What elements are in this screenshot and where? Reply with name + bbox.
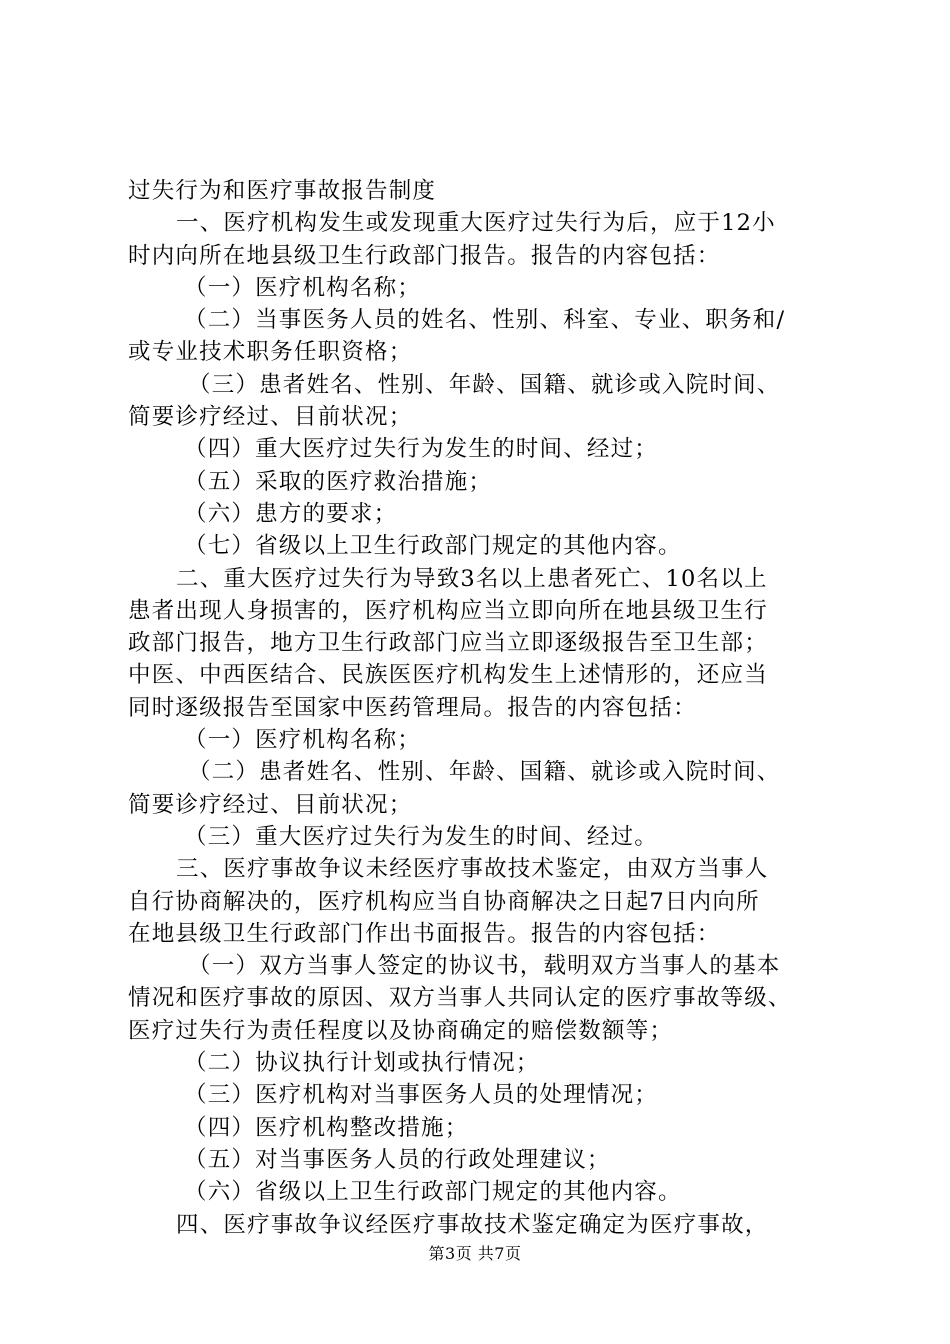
text-line: 情况和医疗事故的原因、双方当事人共同认定的医疗事故等级、 <box>128 985 792 1012</box>
text-line: 自行协商解决的，医疗机构应当自协商解决之日起7日内向所 <box>128 888 760 915</box>
list-item: （三）患者姓名、性别、年龄、国籍、就诊或入院时间、 <box>188 371 781 398</box>
list-item: （一）双方当事人签定的协议书，载明双方当事人的基本 <box>188 953 781 980</box>
text-line: 简要诊疗经过、目前状况； <box>128 791 413 818</box>
text-line: 中医、中西医结合、民族医医疗机构发生上述情形的，还应当 <box>128 662 768 689</box>
list-item: （三）重大医疗过失行为发生的时间、经过。 <box>184 823 659 850</box>
text-line: 患者出现人身损害的，医疗机构应当立即向所在地县级卫生行 <box>128 597 768 624</box>
text-line: 时内向所在地县级卫生行政部门报告。报告的内容包括： <box>128 242 721 269</box>
list-item: （二）当事医务人员的姓名、性别、科室、专业、职务和/ <box>184 307 786 334</box>
list-item: （二）患者姓名、性别、年龄、国籍、就诊或入院时间、 <box>188 759 781 786</box>
text-line: 或专业技术职务任职资格； <box>128 339 413 366</box>
list-item: （六）患方的要求； <box>184 500 398 527</box>
list-item: （五）对当事医务人员的行政处理建议； <box>184 1146 611 1173</box>
list-item: （六）省级以上卫生行政部门规定的其他内容。 <box>184 1179 682 1206</box>
list-item: （一）医疗机构名称； <box>184 274 422 301</box>
list-item: （一）医疗机构名称； <box>184 727 422 754</box>
text-line: 在地县级卫生行政部门作出书面报告。报告的内容包括： <box>128 920 721 947</box>
list-item: （七）省级以上卫生行政部门规定的其他内容。 <box>184 533 682 560</box>
page-footer: 第3页 共7页 <box>428 1244 522 1263</box>
text-line: 医疗过失行为责任程度以及协商确定的赔偿数额等； <box>128 1017 674 1044</box>
list-item: （三）医疗机构对当事医务人员的处理情况； <box>184 1082 659 1109</box>
list-item: （二）协议执行计划或执行情况； <box>184 1050 540 1077</box>
list-item: （五）采取的医疗救治措施； <box>184 468 493 495</box>
paragraph-3-start: 三、医疗事故争议未经医疗事故技术鉴定，由双方当事人 <box>176 856 769 883</box>
list-item: （四）医疗机构整改措施； <box>184 1114 469 1141</box>
list-item: （四）重大医疗过失行为发生的时间、经过； <box>184 436 659 463</box>
paragraph-2-start: 二、重大医疗过失行为导致3名以上患者死亡、10名以上 <box>176 565 768 592</box>
paragraph-4-start: 四、医疗事故争议经医疗事故技术鉴定确定为医疗事故， <box>176 1211 769 1238</box>
text-line: 政部门报告，地方卫生行政部门应当立即逐级报告至卫生部； <box>128 630 768 657</box>
text-line: 同时逐级报告至国家中医药管理局。报告的内容包括： <box>128 694 697 721</box>
text-line: 过失行为和医疗事故报告制度 <box>128 178 437 204</box>
document-body <box>128 175 838 1241</box>
text-line: 简要诊疗经过、目前状况； <box>128 404 413 431</box>
paragraph-1-start: 一、医疗机构发生或发现重大医疗过失行为后，应于12小 <box>176 210 776 237</box>
